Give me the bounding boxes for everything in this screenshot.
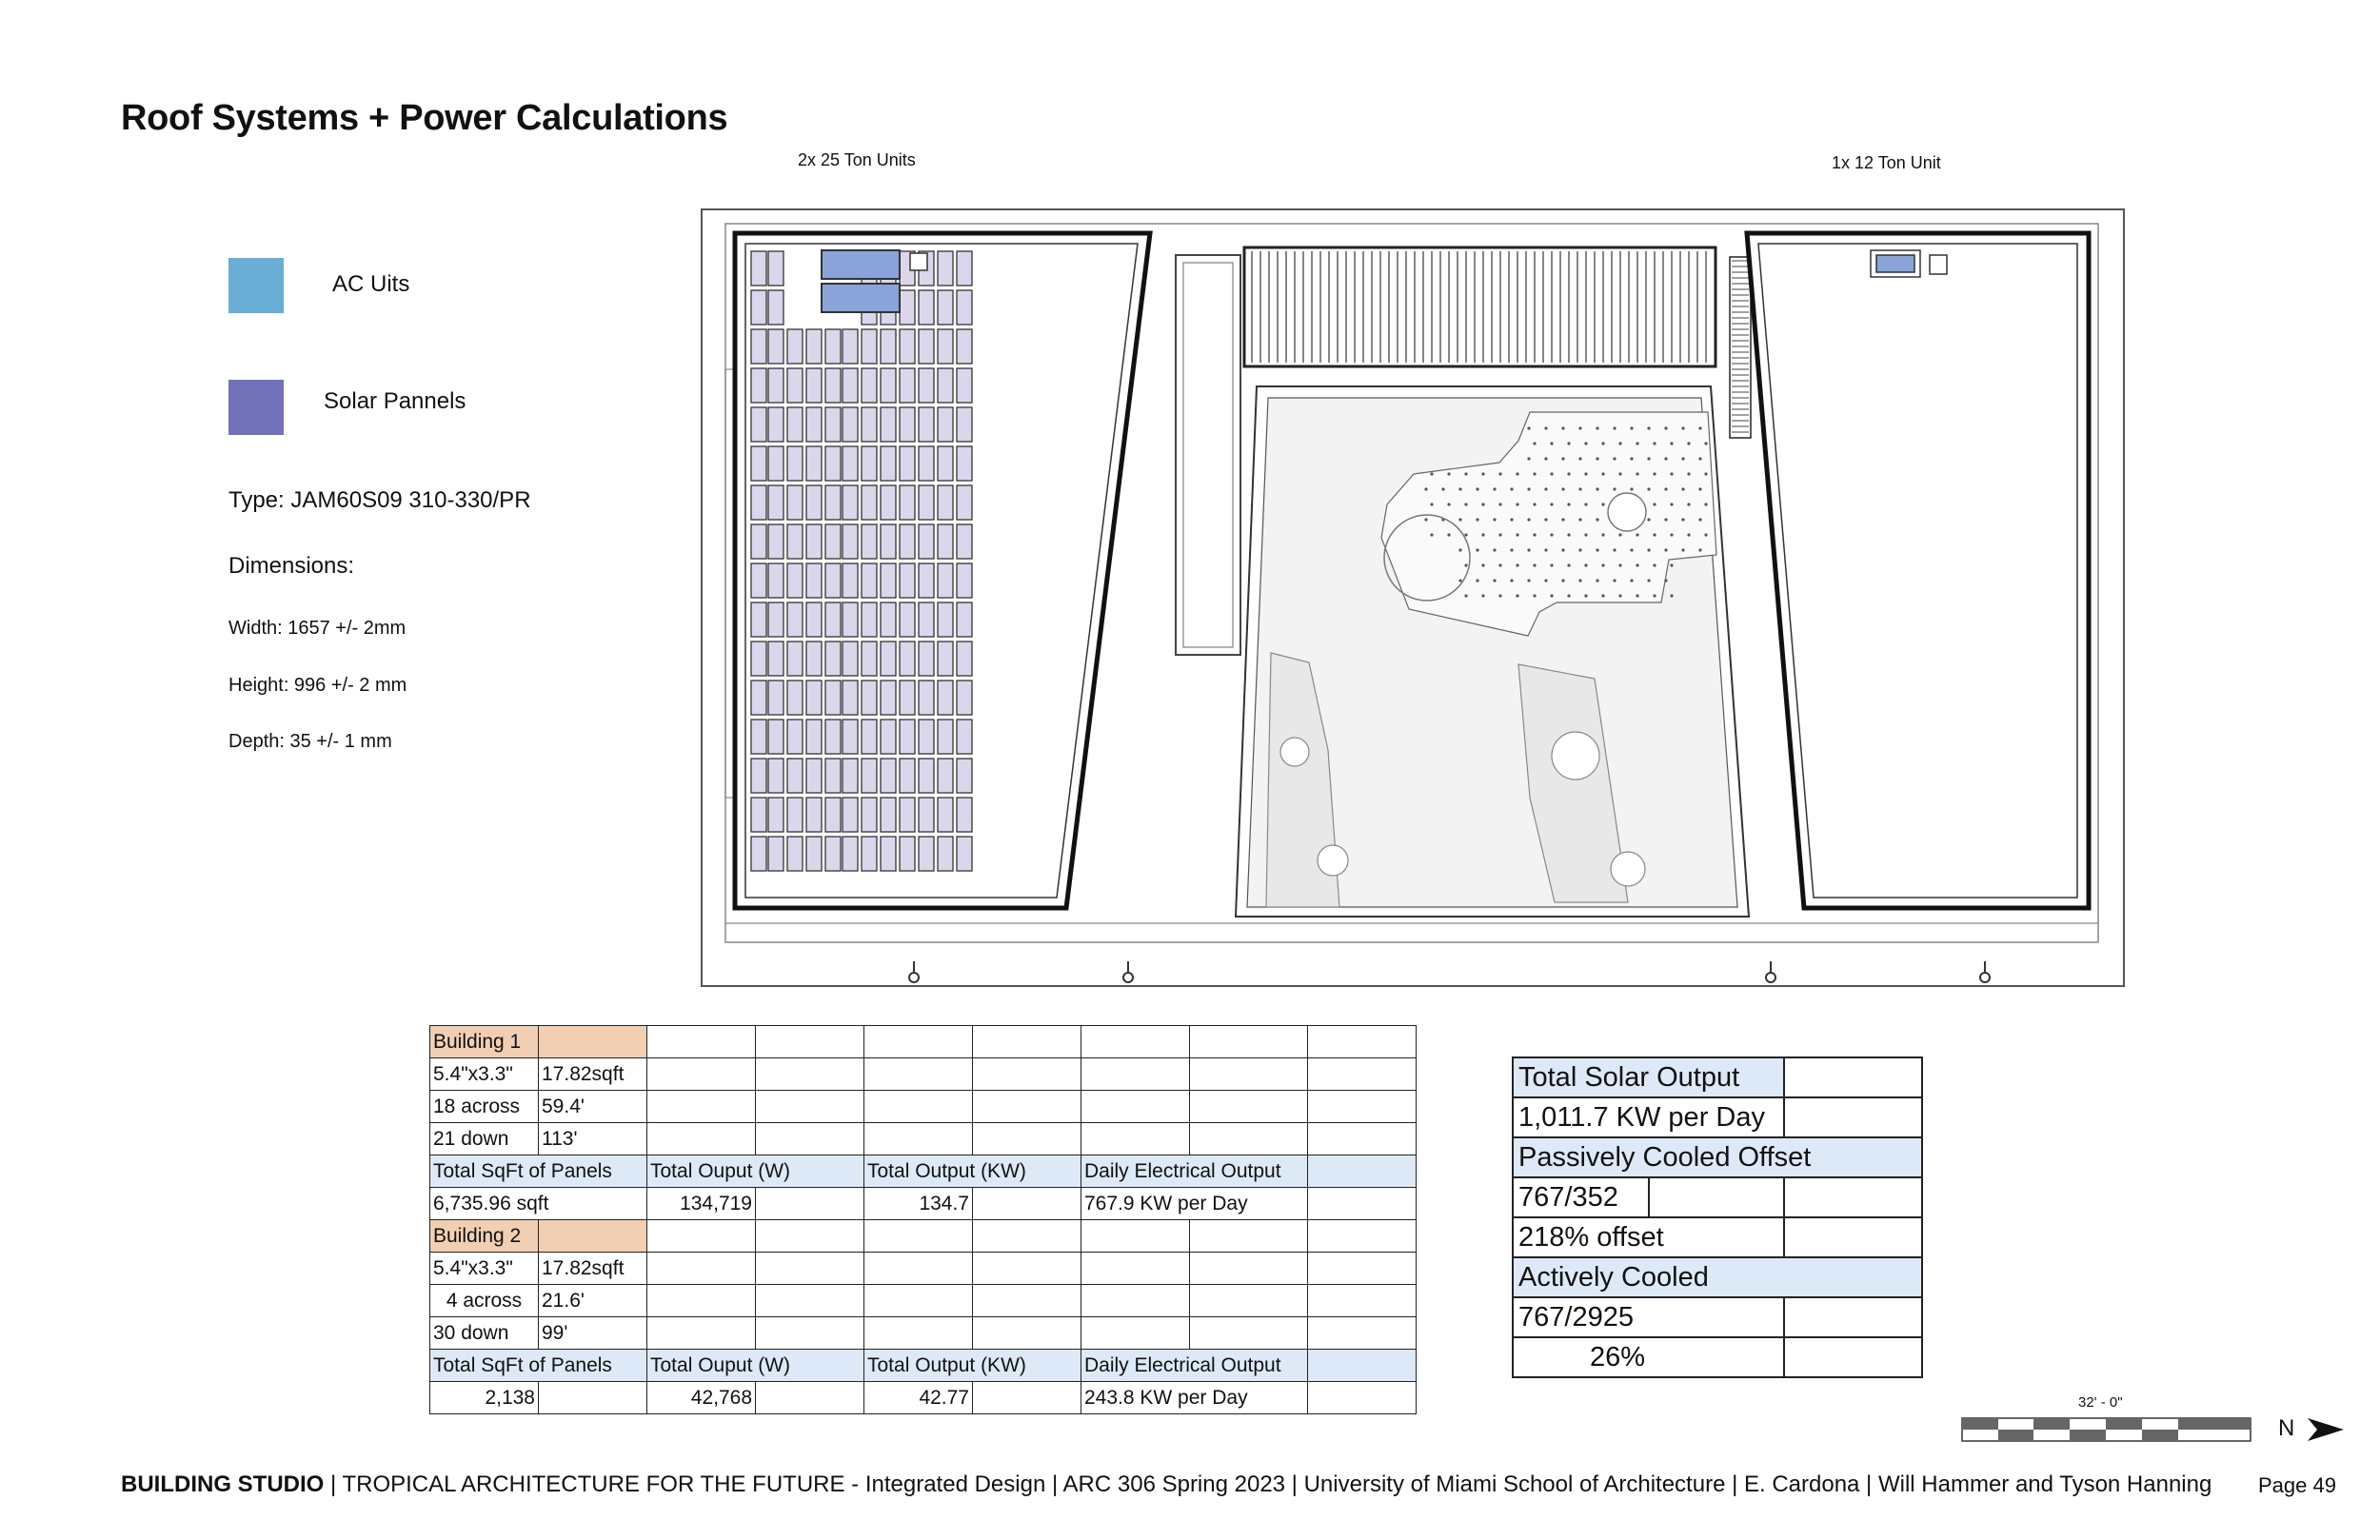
solar-panel bbox=[787, 368, 803, 403]
solar-panel bbox=[825, 642, 841, 676]
solar-panel bbox=[938, 407, 953, 442]
solar-panel bbox=[862, 563, 877, 598]
solar-panel bbox=[806, 798, 822, 832]
b2-down-len: 99' bbox=[539, 1317, 647, 1350]
solar-panel bbox=[900, 407, 915, 442]
solar-panel bbox=[957, 329, 972, 364]
solar-panel bbox=[881, 446, 896, 481]
solar-panel bbox=[806, 720, 822, 754]
b1-header-watts: Total Ouput (W) bbox=[647, 1155, 864, 1188]
solar-panel bbox=[938, 759, 953, 793]
table-row bbox=[430, 1123, 1417, 1155]
solar-panel bbox=[957, 485, 972, 520]
solar-panel bbox=[881, 759, 896, 793]
solar-panel bbox=[938, 798, 953, 832]
b1-total-w: 134,719 bbox=[647, 1188, 756, 1220]
solar-panel bbox=[881, 485, 896, 520]
table-row bbox=[1513, 1057, 1922, 1097]
solar-panel bbox=[919, 563, 934, 598]
b1-across-len: 59.4' bbox=[539, 1091, 647, 1123]
solar-panel bbox=[768, 524, 783, 559]
b2-header-sqft: Total SqFt of Panels bbox=[430, 1350, 647, 1382]
table-row bbox=[430, 1285, 1417, 1317]
b2-across: 4 across bbox=[430, 1285, 539, 1317]
b1-total-sqft: 6,735.96 sqft bbox=[430, 1188, 647, 1220]
solar-panel bbox=[825, 563, 841, 598]
solar-panel bbox=[938, 368, 953, 403]
solar-panel bbox=[919, 407, 934, 442]
solar-panel bbox=[938, 251, 953, 286]
solar-panel bbox=[919, 290, 934, 325]
solar-panel bbox=[843, 642, 858, 676]
solar-panel bbox=[900, 642, 915, 676]
solar-panel bbox=[957, 251, 972, 286]
solar-panel bbox=[957, 407, 972, 442]
b2-across-len: 21.6' bbox=[539, 1285, 647, 1317]
solar-panel bbox=[787, 602, 803, 637]
table-row bbox=[1513, 1137, 1922, 1177]
table-row bbox=[1513, 1297, 1922, 1337]
footer bbox=[121, 1471, 2211, 1498]
solar-panel bbox=[919, 524, 934, 559]
solar-panel bbox=[768, 837, 783, 871]
dimension-width: Width: 1657 +/- 2mm bbox=[228, 618, 407, 639]
solar-panel bbox=[751, 446, 766, 481]
plan-label-right: 1x 12 Ton Unit bbox=[1832, 153, 1941, 172]
dimension-height: Height: 996 +/- 2 mm bbox=[228, 675, 407, 696]
dimensions-heading: Dimensions: bbox=[228, 553, 355, 579]
solar-panel bbox=[751, 251, 766, 286]
solar-panel bbox=[900, 798, 915, 832]
solar-panel bbox=[900, 602, 915, 637]
solar-panel bbox=[957, 446, 972, 481]
table-row bbox=[430, 1188, 1417, 1220]
solar-panel bbox=[900, 329, 915, 364]
solar-panel bbox=[768, 602, 783, 637]
power-calc-table bbox=[429, 1025, 1417, 1414]
solar-panel bbox=[806, 368, 822, 403]
solar-panel bbox=[919, 642, 934, 676]
solar-panel bbox=[825, 524, 841, 559]
solar-panel bbox=[900, 563, 915, 598]
solar-panel bbox=[862, 368, 877, 403]
solar-panel bbox=[900, 290, 915, 325]
solar-panel bbox=[751, 563, 766, 598]
solar-panel bbox=[919, 720, 934, 754]
solar-panel bbox=[881, 720, 896, 754]
solar-panel bbox=[957, 837, 972, 871]
table-row bbox=[1513, 1337, 1922, 1377]
solar-panel bbox=[768, 563, 783, 598]
table-row bbox=[430, 1220, 1417, 1253]
b2-total-kw: 42.77 bbox=[864, 1382, 973, 1414]
solar-panel bbox=[787, 798, 803, 832]
solar-panel bbox=[751, 368, 766, 403]
table-row bbox=[1513, 1257, 1922, 1297]
solar-panel bbox=[938, 485, 953, 520]
solar-panel bbox=[768, 485, 783, 520]
solar-panel bbox=[881, 368, 896, 403]
table-row bbox=[430, 1091, 1417, 1123]
solar-panel bbox=[957, 563, 972, 598]
solar-panel bbox=[957, 368, 972, 403]
b2-total-w: 42,768 bbox=[647, 1382, 756, 1414]
solar-panel bbox=[806, 759, 822, 793]
b1-across: 18 across bbox=[430, 1091, 539, 1123]
solar-panel bbox=[900, 720, 915, 754]
solar-panel bbox=[919, 368, 934, 403]
b2-header-watts: Total Ouput (W) bbox=[647, 1350, 864, 1382]
footer-details: | TROPICAL ARCHITECTURE FOR THE FUTURE - Integrated Design | ARC 306 Spring 2023 | University of Miami School of Architecture | E. Cardona | Will Hammer and Tyson Hanning bbox=[324, 1471, 2212, 1497]
b2-panel-size: 5.4"x3.3" bbox=[430, 1253, 539, 1285]
solar-panel bbox=[919, 329, 934, 364]
table-row bbox=[1513, 1097, 1922, 1137]
solar-panel bbox=[806, 642, 822, 676]
solar-panel bbox=[957, 642, 972, 676]
roof-plan-drawing bbox=[700, 207, 2128, 990]
solar-panel bbox=[825, 329, 841, 364]
solar-output-label: Total Solar Output bbox=[1513, 1057, 1784, 1097]
solar-panel bbox=[825, 407, 841, 442]
solar-panel bbox=[787, 720, 803, 754]
solar-panel bbox=[751, 837, 766, 871]
b2-down: 30 down bbox=[430, 1317, 539, 1350]
table-row bbox=[430, 1058, 1417, 1091]
solar-panel bbox=[957, 290, 972, 325]
solar-panel bbox=[768, 251, 783, 286]
table-row bbox=[430, 1026, 1417, 1058]
passive-label: Passively Cooled Offset bbox=[1513, 1137, 1922, 1177]
solar-panel bbox=[900, 368, 915, 403]
solar-panel bbox=[900, 837, 915, 871]
solar-panel bbox=[938, 524, 953, 559]
solar-panel bbox=[806, 446, 822, 481]
b1-total-kw: 134.7 bbox=[864, 1188, 973, 1220]
solar-panel bbox=[751, 602, 766, 637]
solar-panel bbox=[938, 563, 953, 598]
solar-panel bbox=[900, 524, 915, 559]
solar-panel bbox=[751, 407, 766, 442]
solar-panel bbox=[919, 681, 934, 715]
solar-panel bbox=[843, 446, 858, 481]
solar-panel bbox=[825, 837, 841, 871]
solar-panel bbox=[938, 720, 953, 754]
b1-header-daily: Daily Electrical Output bbox=[1081, 1155, 1308, 1188]
solar-panel bbox=[881, 602, 896, 637]
solar-panel bbox=[957, 602, 972, 637]
solar-panel bbox=[825, 602, 841, 637]
solar-panel bbox=[938, 837, 953, 871]
solar-panel bbox=[806, 602, 822, 637]
solar-panel bbox=[881, 407, 896, 442]
solar-panel bbox=[806, 524, 822, 559]
solar-panel bbox=[919, 759, 934, 793]
solar-panel bbox=[843, 407, 858, 442]
solar-panel bbox=[900, 446, 915, 481]
solar-panel bbox=[843, 759, 858, 793]
solar-panel bbox=[957, 524, 972, 559]
solar-panel bbox=[843, 837, 858, 871]
solar-panel bbox=[787, 407, 803, 442]
solar-panel bbox=[751, 642, 766, 676]
passive-ratio: 767/352 bbox=[1513, 1177, 1649, 1217]
page-title: Roof Systems + Power Calculations bbox=[121, 98, 728, 138]
b2-header-kw: Total Output (KW) bbox=[864, 1350, 1081, 1382]
b1-daily: 767.9 KW per Day bbox=[1081, 1188, 1308, 1220]
solar-panel bbox=[881, 329, 896, 364]
solar-panel bbox=[919, 485, 934, 520]
solar-panel bbox=[843, 720, 858, 754]
solar-panel bbox=[751, 681, 766, 715]
dimension-depth: Depth: 35 +/- 1 mm bbox=[228, 731, 392, 752]
solar-panel bbox=[768, 642, 783, 676]
solar-panel bbox=[787, 446, 803, 481]
solar-panel bbox=[787, 563, 803, 598]
solar-panel bbox=[938, 681, 953, 715]
solar-panel bbox=[806, 563, 822, 598]
solar-panel bbox=[938, 642, 953, 676]
solar-panel bbox=[787, 642, 803, 676]
solar-panel bbox=[919, 837, 934, 871]
b2-header-daily: Daily Electrical Output bbox=[1081, 1350, 1308, 1382]
b2-total-sqft: 2,138 bbox=[430, 1382, 539, 1414]
b1-down: 21 down bbox=[430, 1123, 539, 1155]
solar-panel bbox=[768, 681, 783, 715]
solar-panel bbox=[843, 602, 858, 637]
solar-panel bbox=[825, 798, 841, 832]
offset-summary-table bbox=[1512, 1056, 1923, 1378]
solar-panel bbox=[919, 602, 934, 637]
building1-name: Building 1 bbox=[430, 1026, 539, 1058]
b1-down-len: 113' bbox=[539, 1123, 647, 1155]
solar-panel bbox=[825, 446, 841, 481]
solar-panel bbox=[825, 759, 841, 793]
solar-panel bbox=[881, 524, 896, 559]
b1-panel-area: 17.82sqft bbox=[539, 1058, 647, 1091]
page-number: Page 49 bbox=[2258, 1473, 2336, 1497]
solar-panel bbox=[957, 759, 972, 793]
solar-panel bbox=[957, 798, 972, 832]
footer-studio: BUILDING STUDIO bbox=[121, 1471, 325, 1497]
solar-panel bbox=[825, 720, 841, 754]
solar-panel bbox=[881, 798, 896, 832]
table-row bbox=[430, 1350, 1417, 1382]
solar-panel bbox=[787, 837, 803, 871]
solar-panel bbox=[881, 563, 896, 598]
solar-panel bbox=[862, 329, 877, 364]
solar-panel bbox=[843, 798, 858, 832]
solar-panel bbox=[843, 368, 858, 403]
solar-panel bbox=[825, 485, 841, 520]
solar-panel bbox=[862, 485, 877, 520]
solar-panel bbox=[862, 524, 877, 559]
solar-panel bbox=[825, 681, 841, 715]
solar-panel bbox=[843, 485, 858, 520]
plan-label-left: 2x 25 Ton Units bbox=[798, 150, 916, 169]
solar-panel bbox=[787, 524, 803, 559]
solar-panel bbox=[751, 329, 766, 364]
scale-bar bbox=[1961, 1416, 2252, 1443]
legend-ac-swatch bbox=[228, 258, 284, 313]
solar-panel bbox=[751, 290, 766, 325]
solar-panel bbox=[862, 681, 877, 715]
table-row bbox=[430, 1382, 1417, 1414]
solar-panel bbox=[787, 759, 803, 793]
solar-output-value: 1,011.7 KW per Day bbox=[1513, 1097, 1784, 1137]
solar-panel bbox=[862, 446, 877, 481]
solar-panel bbox=[806, 681, 822, 715]
b1-header-kw: Total Output (KW) bbox=[864, 1155, 1081, 1188]
active-label: Actively Cooled bbox=[1513, 1257, 1922, 1297]
solar-panel bbox=[806, 485, 822, 520]
solar-panel bbox=[957, 681, 972, 715]
solar-panel bbox=[806, 407, 822, 442]
solar-panel bbox=[843, 681, 858, 715]
solar-panel bbox=[938, 446, 953, 481]
b2-panel-area: 17.82sqft bbox=[539, 1253, 647, 1285]
solar-panel bbox=[900, 485, 915, 520]
solar-panel bbox=[938, 602, 953, 637]
solar-panel bbox=[787, 329, 803, 364]
solar-panel bbox=[938, 290, 953, 325]
solar-panel bbox=[825, 368, 841, 403]
solar-panel bbox=[768, 329, 783, 364]
solar-panel bbox=[843, 329, 858, 364]
solar-panel bbox=[862, 720, 877, 754]
solar-panel bbox=[806, 837, 822, 871]
solar-panel bbox=[806, 329, 822, 364]
passive-offset: 218% offset bbox=[1513, 1217, 1784, 1257]
b1-panel-size: 5.4"x3.3" bbox=[430, 1058, 539, 1091]
building2-name: Building 2 bbox=[430, 1220, 539, 1253]
legend-ac-label: AC Uits bbox=[332, 271, 410, 297]
solar-panel bbox=[768, 368, 783, 403]
active-ratio: 767/2925 bbox=[1513, 1297, 1784, 1337]
solar-panel bbox=[751, 524, 766, 559]
north-label: N bbox=[2278, 1415, 2295, 1441]
solar-panel bbox=[862, 759, 877, 793]
solar-panel bbox=[919, 798, 934, 832]
solar-panel bbox=[862, 407, 877, 442]
active-offset: 26% bbox=[1513, 1337, 1784, 1377]
solar-panel bbox=[768, 290, 783, 325]
solar-panel bbox=[768, 720, 783, 754]
scale-label: 32' - 0" bbox=[2078, 1394, 2123, 1411]
solar-panel bbox=[768, 446, 783, 481]
solar-panel bbox=[768, 759, 783, 793]
table-row bbox=[430, 1253, 1417, 1285]
solar-panel bbox=[919, 446, 934, 481]
solar-panel bbox=[843, 563, 858, 598]
solar-panel bbox=[843, 524, 858, 559]
solar-panel bbox=[751, 485, 766, 520]
table-row bbox=[1513, 1177, 1922, 1217]
solar-panel bbox=[938, 329, 953, 364]
solar-panel bbox=[751, 798, 766, 832]
legend-solar-swatch bbox=[228, 380, 284, 435]
b2-daily: 243.8 KW per Day bbox=[1081, 1382, 1308, 1414]
panel-type: Type: JAM60S09 310-330/PR bbox=[228, 487, 531, 513]
solar-panel bbox=[862, 837, 877, 871]
b1-header-sqft: Total SqFt of Panels bbox=[430, 1155, 647, 1188]
solar-panel bbox=[881, 837, 896, 871]
north-arrow-icon bbox=[2306, 1416, 2346, 1443]
solar-panel bbox=[862, 602, 877, 637]
table-row bbox=[430, 1317, 1417, 1350]
solar-panel bbox=[768, 407, 783, 442]
solar-panel bbox=[881, 681, 896, 715]
solar-panel bbox=[787, 681, 803, 715]
legend-solar-label: Solar Pannels bbox=[324, 388, 466, 414]
solar-panel bbox=[751, 720, 766, 754]
solar-panel bbox=[900, 759, 915, 793]
solar-panel bbox=[787, 485, 803, 520]
solar-panel bbox=[957, 720, 972, 754]
solar-panel bbox=[751, 759, 766, 793]
table-row bbox=[430, 1155, 1417, 1188]
solar-panel bbox=[900, 681, 915, 715]
solar-panel bbox=[881, 642, 896, 676]
solar-panel bbox=[768, 798, 783, 832]
solar-panel bbox=[862, 798, 877, 832]
solar-panel bbox=[862, 642, 877, 676]
table-row bbox=[1513, 1217, 1922, 1257]
